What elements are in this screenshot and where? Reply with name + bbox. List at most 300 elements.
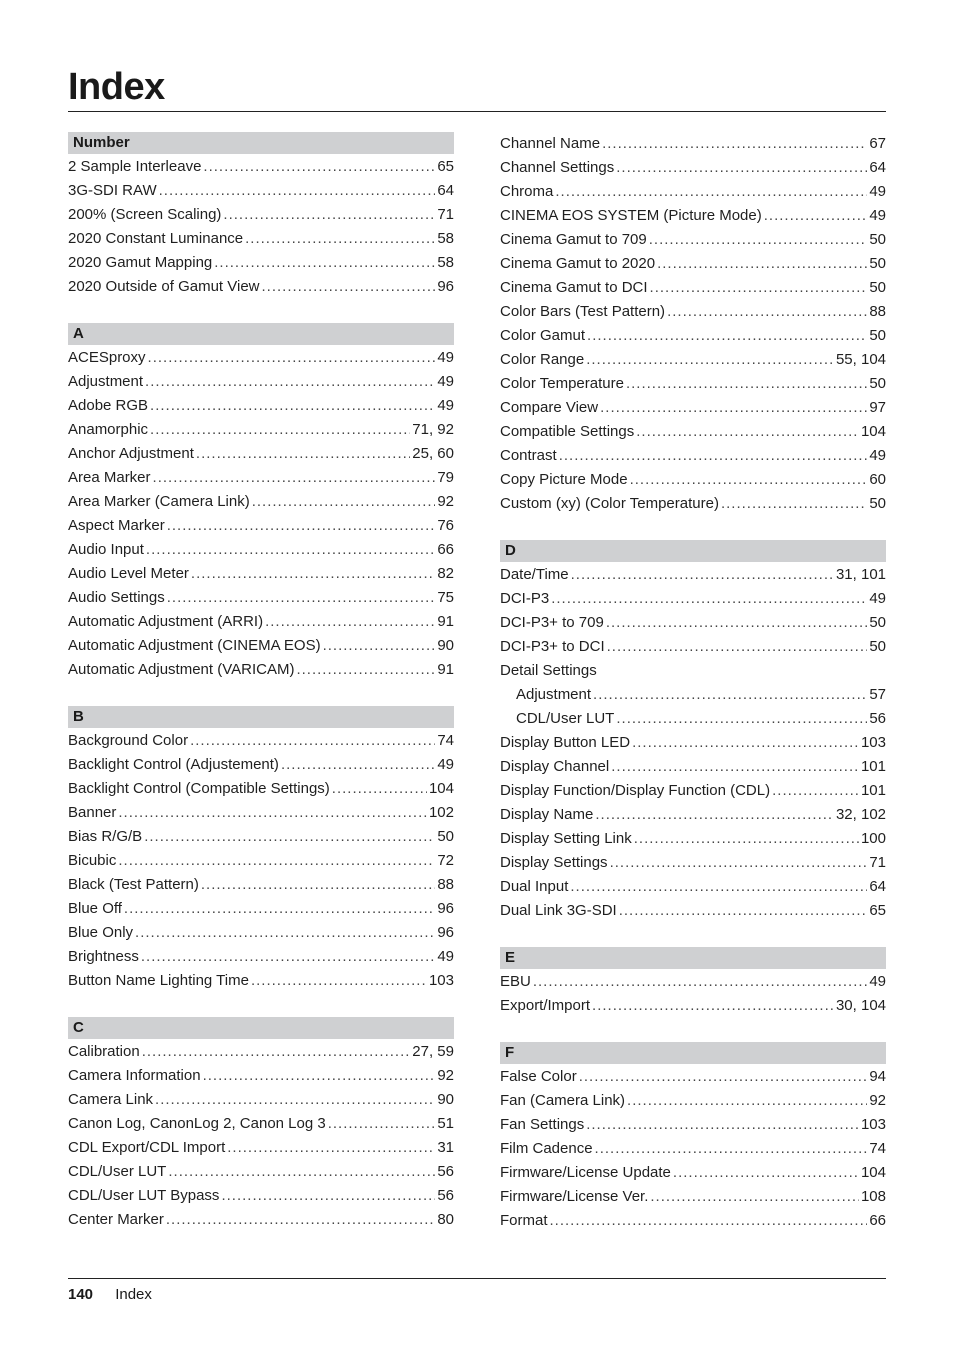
entry-page-ref: 91 <box>437 613 454 630</box>
entry-page-ref: 50 <box>869 495 886 512</box>
entry-term: Automatic Adjustment (CINEMA EOS) <box>68 637 321 654</box>
entry-page-ref: 64 <box>869 878 886 895</box>
dot-leader <box>155 1088 435 1112</box>
index-entry <box>68 442 454 466</box>
dot-leader <box>595 1137 868 1161</box>
index-entry <box>500 659 886 683</box>
entry-term: Color Temperature <box>500 375 624 392</box>
index-entry <box>500 324 886 348</box>
dot-leader <box>632 731 859 755</box>
index-column-right <box>500 132 886 1257</box>
entry-page-ref: 90 <box>437 1091 454 1108</box>
dot-leader <box>118 849 435 873</box>
entry-term: Adjustment <box>516 686 592 703</box>
index-section <box>68 323 454 682</box>
index-entry <box>500 276 886 300</box>
entry-page-ref: 56 <box>437 1187 454 1204</box>
index-entry <box>500 1113 886 1137</box>
dot-leader <box>167 514 436 538</box>
dot-leader <box>203 155 435 179</box>
entry-term: Date/Time <box>500 566 569 583</box>
entry-term: DCI-P3+ to DCI <box>500 638 605 655</box>
entry-page-ref: 58 <box>437 230 454 247</box>
index-entry <box>500 156 886 180</box>
footer-label: Index <box>115 1286 152 1303</box>
dot-leader <box>570 875 867 899</box>
entry-term: Adobe RGB <box>68 397 149 414</box>
entry-term: Center Marker <box>68 1211 164 1228</box>
entry-term: ACESproxy <box>68 349 146 366</box>
entry-term: Dual Input <box>500 878 569 895</box>
entry-term: Channel Settings <box>500 159 615 176</box>
entry-term: Film Cadence <box>500 1140 593 1157</box>
dot-leader <box>281 753 435 777</box>
entry-term: DCI-P3 <box>500 590 550 607</box>
entry-term: Display Name <box>500 806 594 823</box>
section-heading: F <box>500 1042 886 1064</box>
index-section <box>68 132 454 299</box>
entry-page-ref: 64 <box>869 159 886 176</box>
entry-term: Camera Link <box>68 1091 154 1108</box>
entry-term: Channel Name <box>500 135 601 152</box>
entry-term: Display Setting Link <box>500 830 632 847</box>
dot-leader <box>559 444 868 468</box>
index-entry <box>68 227 454 251</box>
entry-page-ref: 50 <box>869 255 886 272</box>
index-entry <box>500 204 886 228</box>
entry-page-ref: 50 <box>869 279 886 296</box>
index-entry <box>500 180 886 204</box>
index-entry <box>500 396 886 420</box>
entry-term: 3G-SDI RAW <box>68 182 157 199</box>
index-entry <box>68 658 454 682</box>
entry-term: EBU <box>500 973 531 990</box>
index-entry <box>68 1088 454 1112</box>
entry-term: Custom (xy) (Color Temperature) <box>500 495 719 512</box>
index-entry <box>68 586 454 610</box>
index-entry <box>500 731 886 755</box>
entry-term: False Color <box>500 1068 577 1085</box>
entry-page-ref: 50 <box>869 375 886 392</box>
entry-page-ref: 103 <box>860 734 886 751</box>
index-entry <box>500 1161 886 1185</box>
dot-leader <box>616 156 867 180</box>
index-entry <box>68 466 454 490</box>
entry-page-ref: 97 <box>869 399 886 416</box>
dot-leader <box>606 611 868 635</box>
dot-leader <box>148 346 436 370</box>
index-entry <box>68 562 454 586</box>
index-entry <box>68 634 454 658</box>
entry-term: Aspect Marker <box>68 517 165 534</box>
index-entry <box>500 875 886 899</box>
entry-term: 2 Sample Interleave <box>68 158 202 175</box>
dot-leader <box>191 562 435 586</box>
index-entry <box>500 1185 886 1209</box>
index-entry <box>68 1040 454 1064</box>
entry-page-ref: 50 <box>869 638 886 655</box>
entry-term: CINEMA EOS SYSTEM (Picture Mode) <box>500 207 762 224</box>
entry-term: Camera Information <box>68 1067 201 1084</box>
index-entry <box>500 1089 886 1113</box>
entry-page-ref: 102 <box>428 804 454 821</box>
dot-leader <box>332 777 427 801</box>
entry-page-ref: 75 <box>437 589 454 606</box>
page-number: 140 <box>68 1286 94 1303</box>
dot-leader <box>168 1160 435 1184</box>
entry-term: Blue Only <box>68 924 134 941</box>
index-entry <box>500 420 886 444</box>
entry-page-ref: 57 <box>869 686 886 703</box>
index-entry <box>500 803 886 827</box>
dot-leader <box>764 204 868 228</box>
entry-page-ref: 30, 104 <box>835 997 886 1014</box>
dot-leader <box>201 873 435 897</box>
index-entry <box>500 1137 886 1161</box>
entry-page-ref: 91 <box>437 661 454 678</box>
dot-leader <box>721 492 867 516</box>
entry-term: Anamorphic <box>68 421 149 438</box>
entry-page-ref: 82 <box>437 565 454 582</box>
footer-divider <box>68 1278 886 1279</box>
entry-term: Brightness <box>68 948 139 965</box>
index-entry <box>500 899 886 923</box>
entry-term: Bicubic <box>68 852 117 869</box>
dot-leader <box>153 466 436 490</box>
index-entry <box>500 348 886 372</box>
index-entry <box>68 777 454 801</box>
entry-page-ref: 103 <box>428 972 454 989</box>
entry-page-ref: 49 <box>869 183 886 200</box>
entry-term: Display Button LED <box>500 734 631 751</box>
entry-page-ref: 49 <box>437 349 454 366</box>
entry-page-ref: 100 <box>860 830 886 847</box>
dot-leader <box>296 658 435 682</box>
entry-page-ref: 101 <box>860 782 886 799</box>
dot-leader <box>190 729 435 753</box>
entry-term: Blue Off <box>68 900 122 917</box>
entry-term: Display Settings <box>500 854 608 871</box>
entry-page-ref: 50 <box>437 828 454 845</box>
index-entry <box>68 753 454 777</box>
index-entry <box>500 252 886 276</box>
entry-term: Fan (Camera Link) <box>500 1092 626 1109</box>
dot-leader <box>602 132 867 156</box>
dot-leader <box>221 1184 435 1208</box>
entry-page-ref: 92 <box>869 1092 886 1109</box>
entry-term: Area Marker (Camera Link) <box>68 493 250 510</box>
index-section <box>68 706 454 993</box>
entry-page-ref: 66 <box>437 541 454 558</box>
entry-page-ref: 56 <box>869 710 886 727</box>
dot-leader <box>227 1136 435 1160</box>
dot-leader <box>159 179 436 203</box>
entry-term: Chroma <box>500 183 554 200</box>
entry-page-ref: 51 <box>437 1115 454 1132</box>
entry-term: Calibration <box>68 1043 140 1060</box>
index-entry <box>500 468 886 492</box>
index-entry <box>68 490 454 514</box>
index-entry <box>500 228 886 252</box>
index-entry <box>68 610 454 634</box>
entry-page-ref: 49 <box>437 373 454 390</box>
entry-page-ref: 71 <box>869 854 886 871</box>
dot-leader <box>607 635 868 659</box>
dot-leader <box>551 587 867 611</box>
dot-leader <box>667 300 867 324</box>
index-section <box>500 1042 886 1233</box>
index-entry <box>500 611 886 635</box>
entry-term: Automatic Adjustment (VARICAM) <box>68 661 295 678</box>
entry-page-ref: 60 <box>869 471 886 488</box>
dot-leader <box>144 825 435 849</box>
entry-page-ref: 50 <box>869 231 886 248</box>
dot-leader <box>150 394 435 418</box>
entry-term: Automatic Adjustment (ARRI) <box>68 613 264 630</box>
section-heading: C <box>68 1017 454 1039</box>
entry-term: Backlight Control (Adjustement) <box>68 756 279 773</box>
index-entry <box>68 729 454 753</box>
index-entry <box>68 203 454 227</box>
entry-page-ref: 96 <box>437 900 454 917</box>
dot-leader <box>223 203 435 227</box>
dot-leader <box>118 801 427 825</box>
entry-term: 2020 Gamut Mapping <box>68 254 213 271</box>
dot-leader <box>142 1040 411 1064</box>
index-entry <box>68 370 454 394</box>
index-entry <box>68 346 454 370</box>
index-column-left <box>68 132 454 1256</box>
section-heading: A <box>68 323 454 345</box>
entry-term: Bias R/G/B <box>68 828 143 845</box>
page-footer <box>68 1284 152 1306</box>
dot-leader <box>141 945 435 969</box>
dot-leader <box>328 1112 436 1136</box>
index-entry <box>68 1160 454 1184</box>
dot-leader <box>167 586 436 610</box>
entry-term: Backlight Control (Compatible Settings) <box>68 780 330 797</box>
entry-term: Firmware/License Update <box>500 1164 671 1181</box>
dot-leader <box>616 707 867 731</box>
dot-leader <box>673 1161 859 1185</box>
dot-leader <box>579 1065 868 1089</box>
dot-leader <box>634 827 859 851</box>
entry-page-ref: 104 <box>860 1164 886 1181</box>
entry-term: CDL/User LUT <box>68 1163 167 1180</box>
dot-leader <box>146 538 435 562</box>
entry-page-ref: 31 <box>437 1139 454 1156</box>
dot-leader <box>611 755 859 779</box>
index-entry <box>68 1184 454 1208</box>
section-heading: E <box>500 947 886 969</box>
entry-term: DCI-P3+ to 709 <box>500 614 604 631</box>
entry-term: CDL Export/CDL Import <box>68 1139 226 1156</box>
index-section <box>500 540 886 923</box>
entry-term: Display Channel <box>500 758 610 775</box>
index-entry <box>68 921 454 945</box>
index-entry <box>68 394 454 418</box>
index-entry <box>68 275 454 299</box>
entry-page-ref: 79 <box>437 469 454 486</box>
entry-term: Anchor Adjustment <box>68 445 194 462</box>
index-entry <box>68 1208 454 1232</box>
entry-page-ref: 66 <box>869 1212 886 1229</box>
entry-page-ref: 50 <box>869 327 886 344</box>
entry-page-ref: 71 <box>437 206 454 223</box>
dot-leader <box>600 396 867 420</box>
entry-term: Firmware/License Ver. <box>500 1188 649 1205</box>
entry-page-ref: 108 <box>860 1188 886 1205</box>
entry-page-ref: 25, 60 <box>412 445 454 462</box>
entry-page-ref: 27, 59 <box>412 1043 454 1060</box>
entry-page-ref: 74 <box>437 732 454 749</box>
entry-page-ref: 49 <box>437 756 454 773</box>
entry-page-ref: 96 <box>437 924 454 941</box>
entry-term: Export/Import <box>500 997 591 1014</box>
entry-page-ref: 50 <box>869 614 886 631</box>
dot-leader <box>214 251 435 275</box>
entry-term: CDL/User LUT Bypass <box>68 1187 220 1204</box>
entry-term: Cinema Gamut to DCI <box>500 279 648 296</box>
index-section <box>500 132 886 516</box>
entry-term: Fan Settings <box>500 1116 585 1133</box>
entry-term: Dual Link 3G-SDI <box>500 902 617 919</box>
dot-leader <box>649 228 868 252</box>
index-entry <box>68 418 454 442</box>
index-entry <box>500 683 886 707</box>
entry-term: CDL/User LUT <box>516 710 615 727</box>
entry-page-ref: 88 <box>437 876 454 893</box>
entry-term: Cinema Gamut to 709 <box>500 231 647 248</box>
index-entry <box>500 755 886 779</box>
entry-page-ref: 104 <box>860 423 886 440</box>
entry-page-ref: 49 <box>869 207 886 224</box>
entry-page-ref: 90 <box>437 637 454 654</box>
index-entry <box>68 825 454 849</box>
index-entry <box>500 372 886 396</box>
entry-term: Contrast <box>500 447 557 464</box>
index-section <box>68 1017 454 1232</box>
index-entry <box>500 563 886 587</box>
entry-term: Canon Log, CanonLog 2, Canon Log 3 <box>68 1115 326 1132</box>
entry-page-ref: 32, 102 <box>835 806 886 823</box>
entry-page-ref: 58 <box>437 254 454 271</box>
entry-page-ref: 80 <box>437 1211 454 1228</box>
entry-page-ref: 71, 92 <box>412 421 454 438</box>
entry-page-ref: 104 <box>428 780 454 797</box>
index-entry <box>500 587 886 611</box>
entry-page-ref: 49 <box>437 948 454 965</box>
dot-leader <box>265 610 435 634</box>
dot-leader <box>252 490 436 514</box>
dot-leader <box>533 970 867 994</box>
index-entry <box>68 1064 454 1088</box>
section-heading: Number <box>68 132 454 154</box>
entry-page-ref: 72 <box>437 852 454 869</box>
title-divider <box>68 111 886 112</box>
dot-leader <box>166 1208 435 1232</box>
entry-term: Background Color <box>68 732 189 749</box>
dot-leader <box>587 324 867 348</box>
entry-page-ref: 49 <box>437 397 454 414</box>
entry-term: Format <box>500 1212 548 1229</box>
dot-leader <box>323 634 436 658</box>
entry-page-ref: 31, 101 <box>835 566 886 583</box>
dot-leader <box>571 563 834 587</box>
dot-leader <box>135 921 435 945</box>
index-entry <box>500 851 886 875</box>
index-entry <box>68 251 454 275</box>
index-entry <box>68 1136 454 1160</box>
entry-page-ref: 64 <box>437 182 454 199</box>
entry-term: 2020 Outside of Gamut View <box>68 278 260 295</box>
dot-leader <box>262 275 436 299</box>
dot-leader <box>555 180 867 204</box>
entry-term: Button Name Lighting Time <box>68 972 249 989</box>
entry-term: Copy Picture Mode <box>500 471 628 488</box>
dot-leader <box>550 1209 868 1233</box>
section-heading: B <box>68 706 454 728</box>
entry-term: Black (Test Pattern) <box>68 876 199 893</box>
index-entry <box>68 801 454 825</box>
index-entry <box>500 779 886 803</box>
entry-page-ref: 76 <box>437 517 454 534</box>
entry-page-ref: 92 <box>437 1067 454 1084</box>
index-entry <box>68 849 454 873</box>
dot-leader <box>619 899 868 923</box>
index-entry <box>68 1112 454 1136</box>
entry-term: 200% (Screen Scaling) <box>68 206 222 223</box>
entry-page-ref: 55, 104 <box>835 351 886 368</box>
dot-leader <box>636 420 859 444</box>
entry-page-ref: 65 <box>869 902 886 919</box>
entry-term: Compatible Settings <box>500 423 635 440</box>
entry-term: Compare View <box>500 399 599 416</box>
entry-page-ref: 74 <box>869 1140 886 1157</box>
dot-leader <box>196 442 410 466</box>
index-entry <box>500 300 886 324</box>
entry-page-ref: 67 <box>869 135 886 152</box>
dot-leader <box>626 372 867 396</box>
page-title: Index <box>68 66 165 108</box>
dot-leader <box>595 803 834 827</box>
index-entry <box>500 707 886 731</box>
entry-page-ref: 65 <box>437 158 454 175</box>
index-entry <box>68 969 454 993</box>
entry-term: Color Bars (Test Pattern) <box>500 303 666 320</box>
dot-leader <box>593 683 867 707</box>
entry-term: Adjustment <box>68 373 144 390</box>
index-entry <box>500 1209 886 1233</box>
dot-leader <box>145 370 435 394</box>
entry-page-ref: 94 <box>869 1068 886 1085</box>
entry-term: Display Function/Display Function (CDL) <box>500 782 771 799</box>
entry-page-ref: 56 <box>437 1163 454 1180</box>
entry-page-ref: 101 <box>860 758 886 775</box>
index-entry <box>500 635 886 659</box>
entry-term: Audio Input <box>68 541 144 558</box>
dot-leader <box>586 348 834 372</box>
entry-term: Color Range <box>500 351 585 368</box>
dot-leader <box>124 897 435 921</box>
dot-leader <box>627 1089 867 1113</box>
entry-page-ref: 49 <box>869 590 886 607</box>
dot-leader <box>772 779 859 803</box>
entry-page-ref: 103 <box>860 1116 886 1133</box>
index-entry <box>68 538 454 562</box>
section-heading: D <box>500 540 886 562</box>
index-entry <box>68 873 454 897</box>
